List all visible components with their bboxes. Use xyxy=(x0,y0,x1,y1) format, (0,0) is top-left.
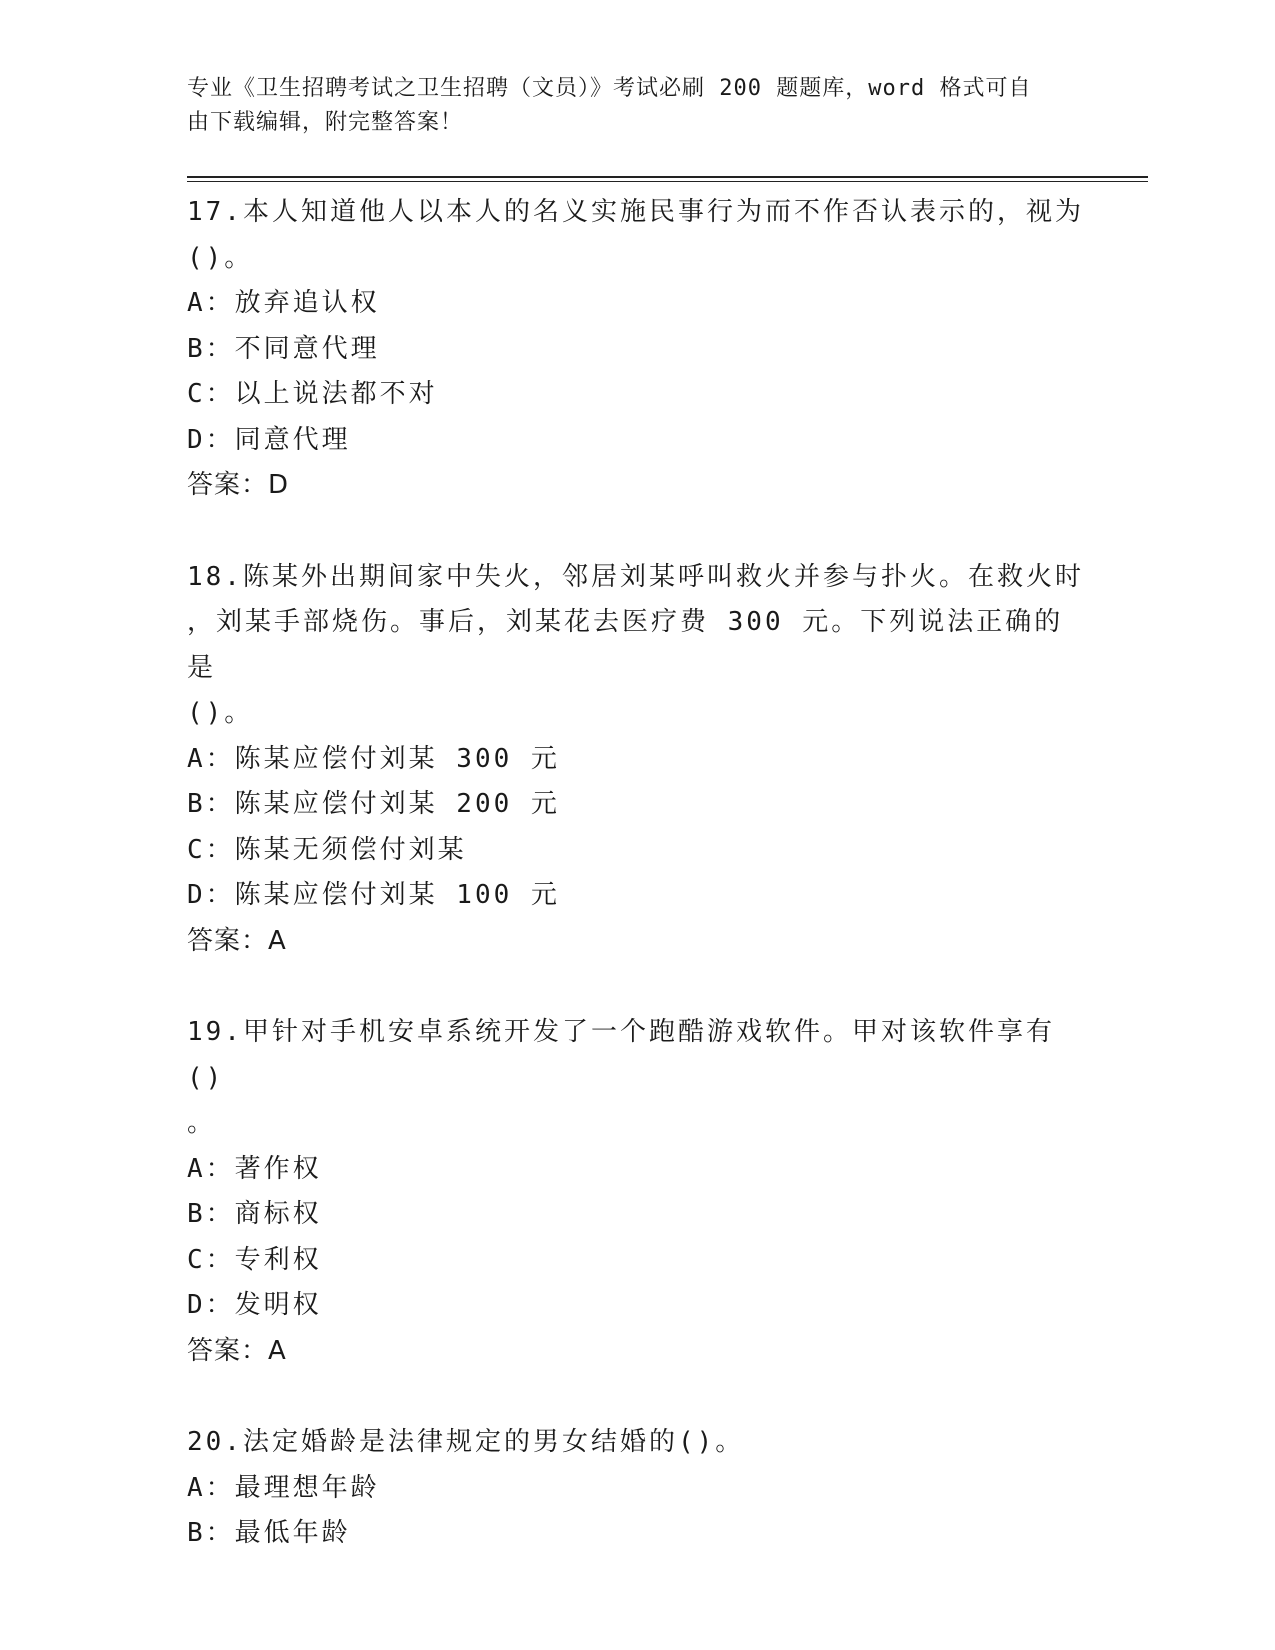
option-a: A：陈某应偿付刘某 300 元 xyxy=(187,743,560,774)
question-text-line: ()。 xyxy=(187,242,254,273)
question-list xyxy=(187,190,1087,1603)
question-18 xyxy=(187,555,1087,965)
answer-text: 答案：A xyxy=(187,1335,287,1366)
option-b: B：不同意代理 xyxy=(187,333,380,364)
document-header xyxy=(187,72,1067,140)
option-b: B：陈某应偿付刘某 200 元 xyxy=(187,789,560,819)
option-a: A：著作权 xyxy=(187,1153,322,1184)
header-line-1: 专业《卫生招聘考试之卫生招聘（文员）》考试必刷 200 题题库，word 格式可自 xyxy=(187,76,1032,101)
question-20 xyxy=(187,1420,1087,1557)
answer-text: 答案：A xyxy=(187,925,287,956)
question-text-line: 19.甲针对手机安卓系统开发了一个跑酷游戏软件。甲对该软件享有() xyxy=(187,1017,1055,1093)
question-17 xyxy=(187,190,1087,509)
option-d: D：陈某应偿付刘某 100 元 xyxy=(187,880,560,910)
option-a: A：放弃追认权 xyxy=(187,288,380,318)
header-line-2: 由下载编辑，附完整答案！ xyxy=(187,110,464,135)
question-text-line: 18.陈某外出期间家中失火，邻居刘某呼叫救火并参与扑火。在救火时 xyxy=(187,561,1084,592)
answer-text: 答案：D xyxy=(187,470,290,500)
header-divider-thin xyxy=(187,181,1148,182)
option-c: C：专利权 xyxy=(187,1244,322,1275)
option-c: C：陈某无须偿付刘某 xyxy=(187,834,467,865)
question-text-line: ()。 xyxy=(187,698,254,728)
question-text-line: 20.法定婚龄是法律规定的男女结婚的()。 xyxy=(187,1427,745,1457)
option-a: A：最理想年龄 xyxy=(187,1472,380,1503)
question-text-line: 17.本人知道他人以本人的名义实施民事行为而不作否认表示的，视为 xyxy=(187,197,1084,227)
question-text-line: ，刘某手部烧伤。事后，刘某花去医疗费 300 元。下列说法正确的是 xyxy=(187,607,1064,683)
option-b: B：商标权 xyxy=(187,1199,322,1229)
option-c: C：以上说法都不对 xyxy=(187,379,438,409)
option-d: D：发明权 xyxy=(187,1290,322,1320)
question-19 xyxy=(187,1010,1087,1374)
header-divider-thick xyxy=(187,176,1148,178)
option-b: B：最低年龄 xyxy=(187,1518,351,1548)
option-d: D：同意代理 xyxy=(187,424,351,455)
question-text-line: 。 xyxy=(187,1108,217,1138)
